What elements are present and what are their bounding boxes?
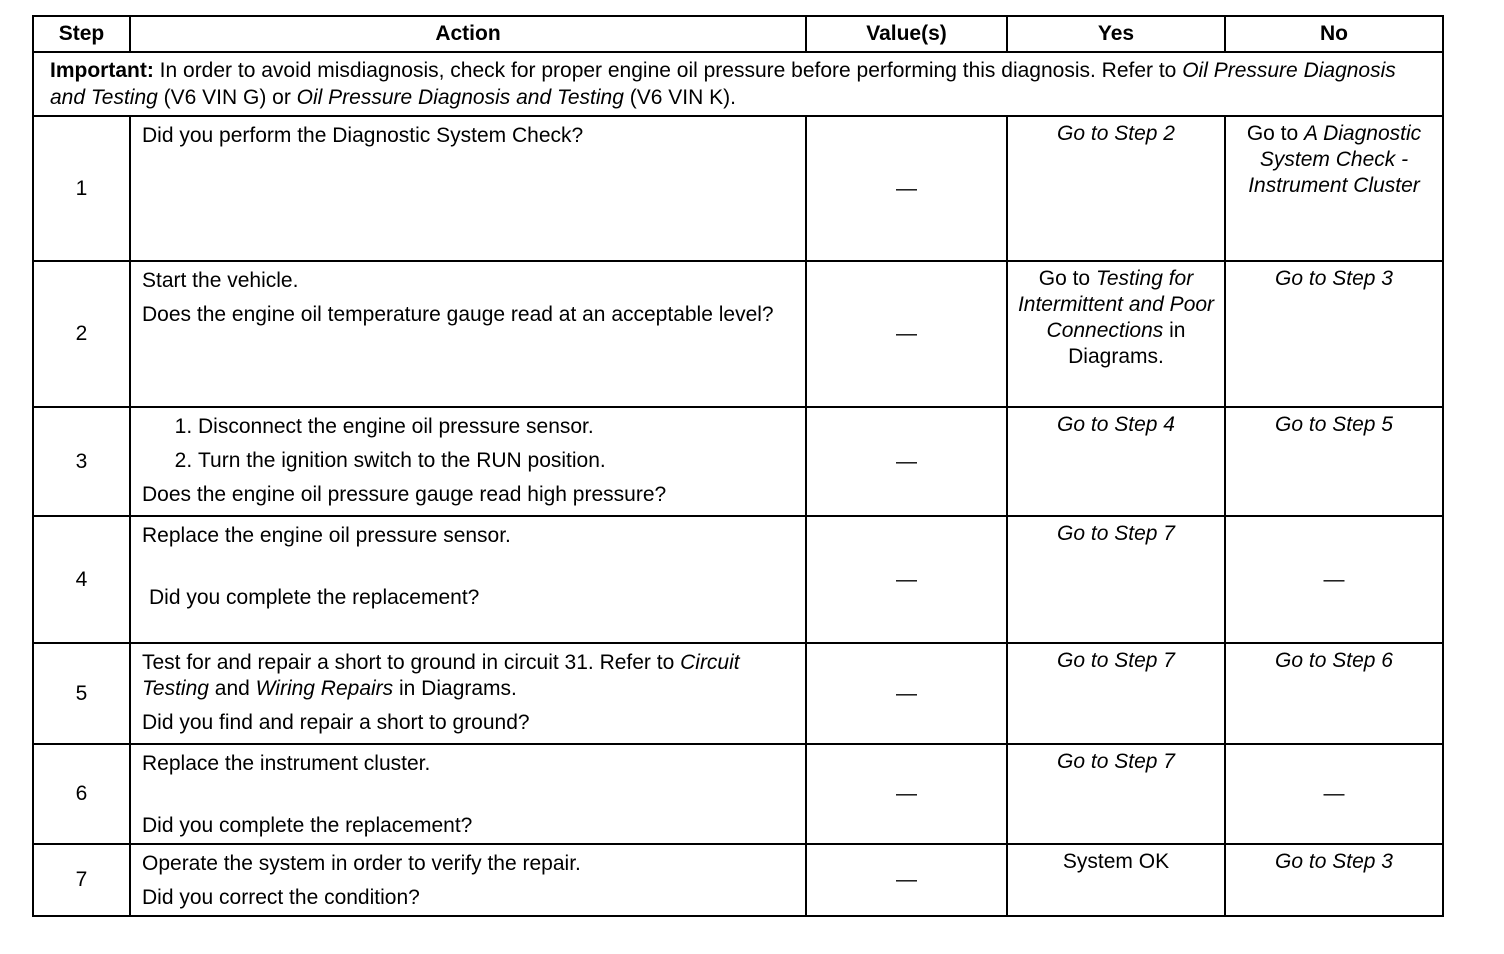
step-action xyxy=(130,116,806,261)
action-instruction: Start the vehicle. xyxy=(142,269,299,292)
step-yes xyxy=(1007,844,1225,916)
table-row xyxy=(33,261,1443,407)
header-no: No xyxy=(1225,16,1443,52)
important-ref-1: Oil Pressure Diagnosis and Testing xyxy=(50,59,1396,109)
header-action: Action xyxy=(130,16,806,52)
action-instruction: Replace the engine oil pressure sensor. xyxy=(142,524,511,547)
step-value: — xyxy=(806,844,1007,916)
diagnostic-table xyxy=(32,15,1444,917)
action-text: Test for and repair a short to ground in circuit 31. Refer to xyxy=(142,651,681,674)
step-number: 7 xyxy=(33,844,130,916)
yes-result: System OK xyxy=(1062,850,1170,873)
step-value: — xyxy=(806,261,1007,407)
step-no xyxy=(1225,407,1443,516)
list-item: 2. Turn the ignition switch to the RUN position. xyxy=(198,448,795,474)
no-link[interactable]: Go to Step 3 xyxy=(1275,850,1393,873)
step-action xyxy=(130,516,806,643)
table-row xyxy=(33,116,1443,261)
yes-link[interactable]: Go to Step 4 xyxy=(1057,413,1175,436)
important-row xyxy=(33,52,1443,116)
action-instruction: Operate the system in order to verify the repair. xyxy=(142,852,581,875)
yes-suffix: Diagrams. xyxy=(1068,345,1164,368)
yes-prefix: Go to xyxy=(1038,267,1096,290)
no-prefix: Go to xyxy=(1246,122,1305,145)
important-ref-2: Oil Pressure Diagnosis and Testing xyxy=(296,86,624,109)
action-question: Did you complete the replacement? xyxy=(142,814,473,837)
action-instruction: Replace the instrument cluster. xyxy=(142,752,431,775)
table-row xyxy=(33,744,1443,844)
header-row xyxy=(33,16,1443,52)
action-list xyxy=(142,414,795,474)
list-item: 1. Disconnect the engine oil pressure sensor. xyxy=(198,414,795,440)
important-note xyxy=(33,52,1443,116)
step-value: — xyxy=(806,744,1007,844)
step-yes xyxy=(1007,744,1225,844)
step-action xyxy=(130,643,806,744)
action-question: Does the engine oil pressure gauge read high pressure? xyxy=(142,483,667,506)
step-action xyxy=(130,744,806,844)
step-number: 2 xyxy=(33,261,130,407)
step-no: — xyxy=(1225,516,1443,643)
step-no xyxy=(1225,844,1443,916)
no-link[interactable]: A Diagnostic System Check - Instrument Cluster xyxy=(1248,122,1422,197)
table-row xyxy=(33,844,1443,916)
step-yes xyxy=(1007,261,1225,407)
step-yes xyxy=(1007,516,1225,643)
table-row xyxy=(33,407,1443,516)
step-yes xyxy=(1007,116,1225,261)
important-text-2: (V6 VIN G) or xyxy=(157,86,297,109)
step-action xyxy=(130,844,806,916)
action-question: Does the engine oil temperature gauge read at an acceptable level? xyxy=(142,303,774,326)
step-number: 6 xyxy=(33,744,130,844)
step-action xyxy=(130,261,806,407)
important-text-1: In order to avoid misdiagnosis, check for proper engine oil pressure before performing this diagnosis. Refer to xyxy=(153,59,1183,82)
yes-link[interactable]: Go to Step 7 xyxy=(1057,522,1175,545)
step-number: 5 xyxy=(33,643,130,744)
yes-link[interactable]: Go to Step 7 xyxy=(1057,649,1175,672)
action-question: Did you perform the Diagnostic System Check? xyxy=(142,124,584,147)
no-link[interactable]: Go to Step 3 xyxy=(1275,267,1393,290)
table-row xyxy=(33,516,1443,643)
step-value: — xyxy=(806,643,1007,744)
header-values: Value(s) xyxy=(806,16,1007,52)
step-number: 4 xyxy=(33,516,130,643)
important-label: Important: xyxy=(50,59,154,82)
no-link[interactable]: Go to Step 5 xyxy=(1275,413,1393,436)
step-value: — xyxy=(806,407,1007,516)
step-value: — xyxy=(806,116,1007,261)
ref-wiring-repairs[interactable]: Wiring Repairs xyxy=(255,677,394,700)
ref-circuit-testing[interactable]: Circuit Testing xyxy=(142,651,740,700)
step-no xyxy=(1225,643,1443,744)
table-row xyxy=(33,643,1443,744)
step-value: — xyxy=(806,516,1007,643)
header-yes: Yes xyxy=(1007,16,1225,52)
step-no xyxy=(1225,261,1443,407)
yes-mid: in xyxy=(1163,319,1186,342)
action-instruction xyxy=(142,650,795,702)
step-number: 3 xyxy=(33,407,130,516)
header-step: Step xyxy=(33,16,130,52)
action-question: Did you find and repair a short to ground? xyxy=(142,711,530,734)
action-text: in Diagrams. xyxy=(393,677,517,700)
step-yes xyxy=(1007,407,1225,516)
step-no: — xyxy=(1225,744,1443,844)
no-link[interactable]: Go to Step 6 xyxy=(1275,649,1393,672)
step-number: 1 xyxy=(33,116,130,261)
yes-link[interactable]: Testing for Intermittent and Poor Connections xyxy=(1017,267,1215,342)
yes-link[interactable]: Go to Step 2 xyxy=(1057,122,1175,145)
action-text: and xyxy=(208,677,256,700)
yes-link[interactable]: Go to Step 7 xyxy=(1057,750,1175,773)
important-text-3: (V6 VIN K). xyxy=(623,86,736,109)
step-no xyxy=(1225,116,1443,261)
step-action xyxy=(130,407,806,516)
action-question: Did you complete the replacement? xyxy=(149,586,480,609)
step-yes xyxy=(1007,643,1225,744)
action-question: Did you correct the condition? xyxy=(142,886,420,909)
